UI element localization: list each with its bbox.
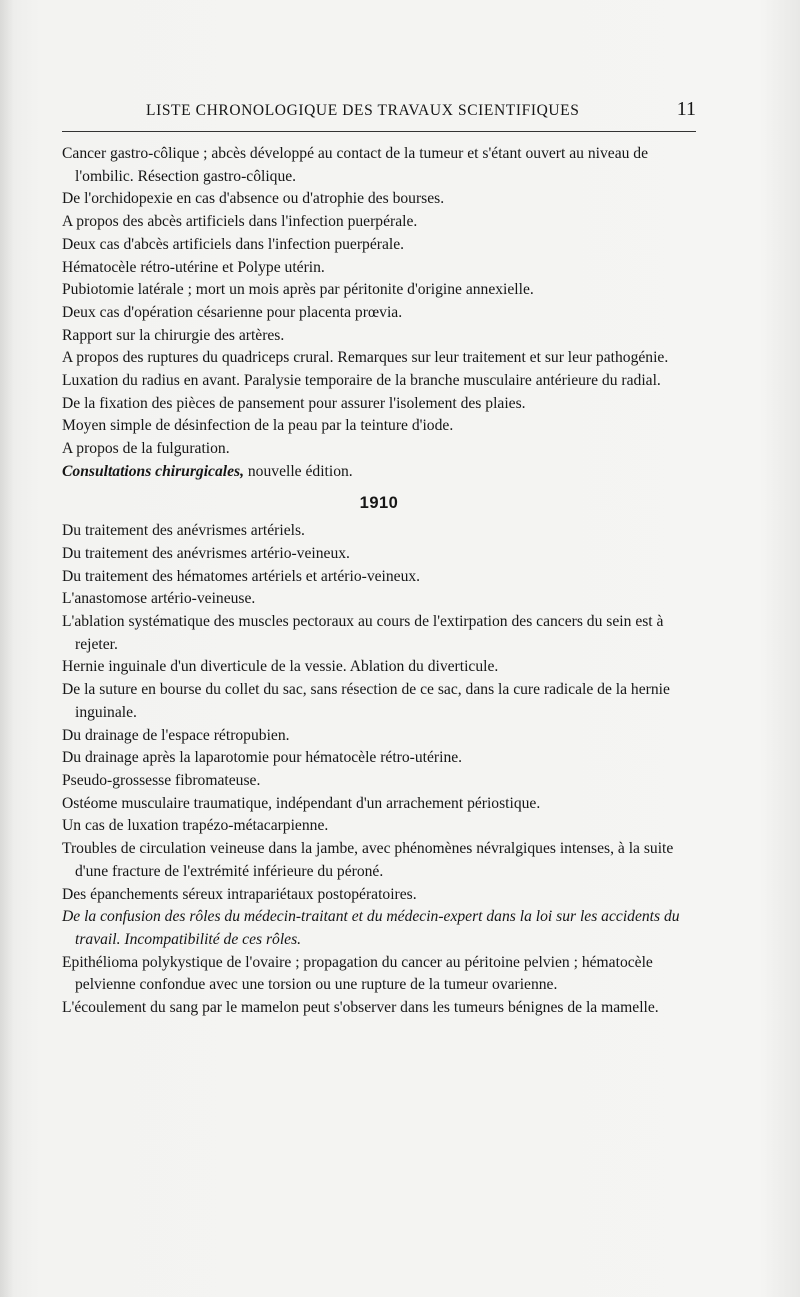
list-item: De la fixation des pièces de pansement pour assurer l'isolement des plaies.	[62, 394, 526, 412]
list-item: De l'orchidopexie en cas d'absence ou d'atrophie des bourses.	[62, 190, 445, 208]
list-item: Un cas de luxation trapézo-métacarpienne.	[62, 817, 329, 835]
italic-list-item: De la confusion des rôles du médecin-traitant et du médecin-expert dans la loi sur les accidents du travail. Incompatibilité de ces rôles.	[62, 908, 680, 948]
list-item: Du drainage de l'espace rétropubien.	[62, 726, 290, 744]
list-item: Du traitement des anévrismes artério-veineux.	[62, 544, 350, 562]
list-item: Deux cas d'opération césarienne pour placenta prœvia.	[62, 303, 403, 321]
list-item: Ostéome musculaire traumatique, indépendant d'un arrachement périostique.	[62, 794, 541, 812]
list-item: L'ablation systématique des muscles pectoraux au cours de l'extirpation des cancers du sein est à rejeter.	[62, 613, 664, 653]
list-item: Cancer gastro-côlique ; abcès développé au contact de la tumeur et s'étant ouvert au niveau de l'ombilic. Résection gastro-côlique.	[62, 145, 649, 185]
book-title: Consultations chirurgicales,	[62, 462, 244, 480]
list-item: Moyen simple de désinfection de la peau par la teinture d'iode.	[62, 417, 454, 435]
list-item: A propos des abcès artificiels dans l'infection puerpérale.	[62, 213, 418, 231]
running-title: LISTE CHRONOLOGIQUE DES TRAVAUX SCIENTIFIQUES	[146, 102, 580, 119]
list-item: De la suture en bourse du collet du sac, sans résection de ce sac, dans la cure radicale de la hernie inguinale.	[62, 681, 670, 721]
consultations-entry	[62, 461, 696, 484]
list-item: Du traitement des anévrismes artériels.	[62, 522, 305, 540]
page-header	[62, 96, 696, 126]
list-item: Du drainage après la laparotomie pour hématocèle rétro-utérine.	[62, 749, 463, 767]
list-item: A propos de la fulguration.	[62, 440, 230, 458]
list-item: Troubles de circulation veineuse dans la jambe, avec phénomènes névralgiques intenses, à la suite d'une fracture de l'extrémité inférieure du péroné.	[62, 840, 674, 880]
bibliography-list	[62, 143, 696, 1020]
list-item: Luxation du radius en avant. Paralysie temporaire de la branche musculaire antérieure du radial.	[62, 372, 661, 390]
list-item: Hernie inguinale d'un diverticule de la vessie. Ablation du diverticule.	[62, 658, 499, 676]
list-item: Pubiotomie latérale ; mort un mois après par péritonite d'origine annexielle.	[62, 281, 534, 299]
year-heading: 1910	[359, 493, 399, 512]
page-number: 11	[676, 98, 696, 120]
list-item: Des épanchements séreux intrapariétaux postopératoires.	[62, 885, 417, 903]
list-item: Hématocèle rétro-utérine et Polype utérin.	[62, 258, 325, 276]
list-item: L'anastomose artério-veineuse.	[62, 590, 256, 608]
list-item: Deux cas d'abcès artificiels dans l'infection puerpérale.	[62, 235, 405, 253]
list-item: Rapport sur la chirurgie des artères.	[62, 326, 285, 344]
header-rule	[62, 131, 696, 132]
list-item: A propos des ruptures du quadriceps crural. Remarques sur leur traitement et sur leur pathogénie.	[62, 349, 669, 367]
list-item: L'écoulement du sang par le mamelon peut s'observer dans les tumeurs bénignes de la mamelle.	[62, 999, 659, 1017]
list-item: Pseudo-grossesse fibromateuse.	[62, 771, 261, 789]
book-edition: nouvelle édition.	[243, 462, 353, 480]
list-item: Du traitement des hématomes artériels et artério-veineux.	[62, 567, 421, 585]
list-item: Epithélioma polykystique de l'ovaire ; propagation du cancer au péritoine pelvien ; hématocèle pelvienne confondue avec une torsion ou une rupture de la tumeur ovarienne.	[62, 953, 653, 994]
